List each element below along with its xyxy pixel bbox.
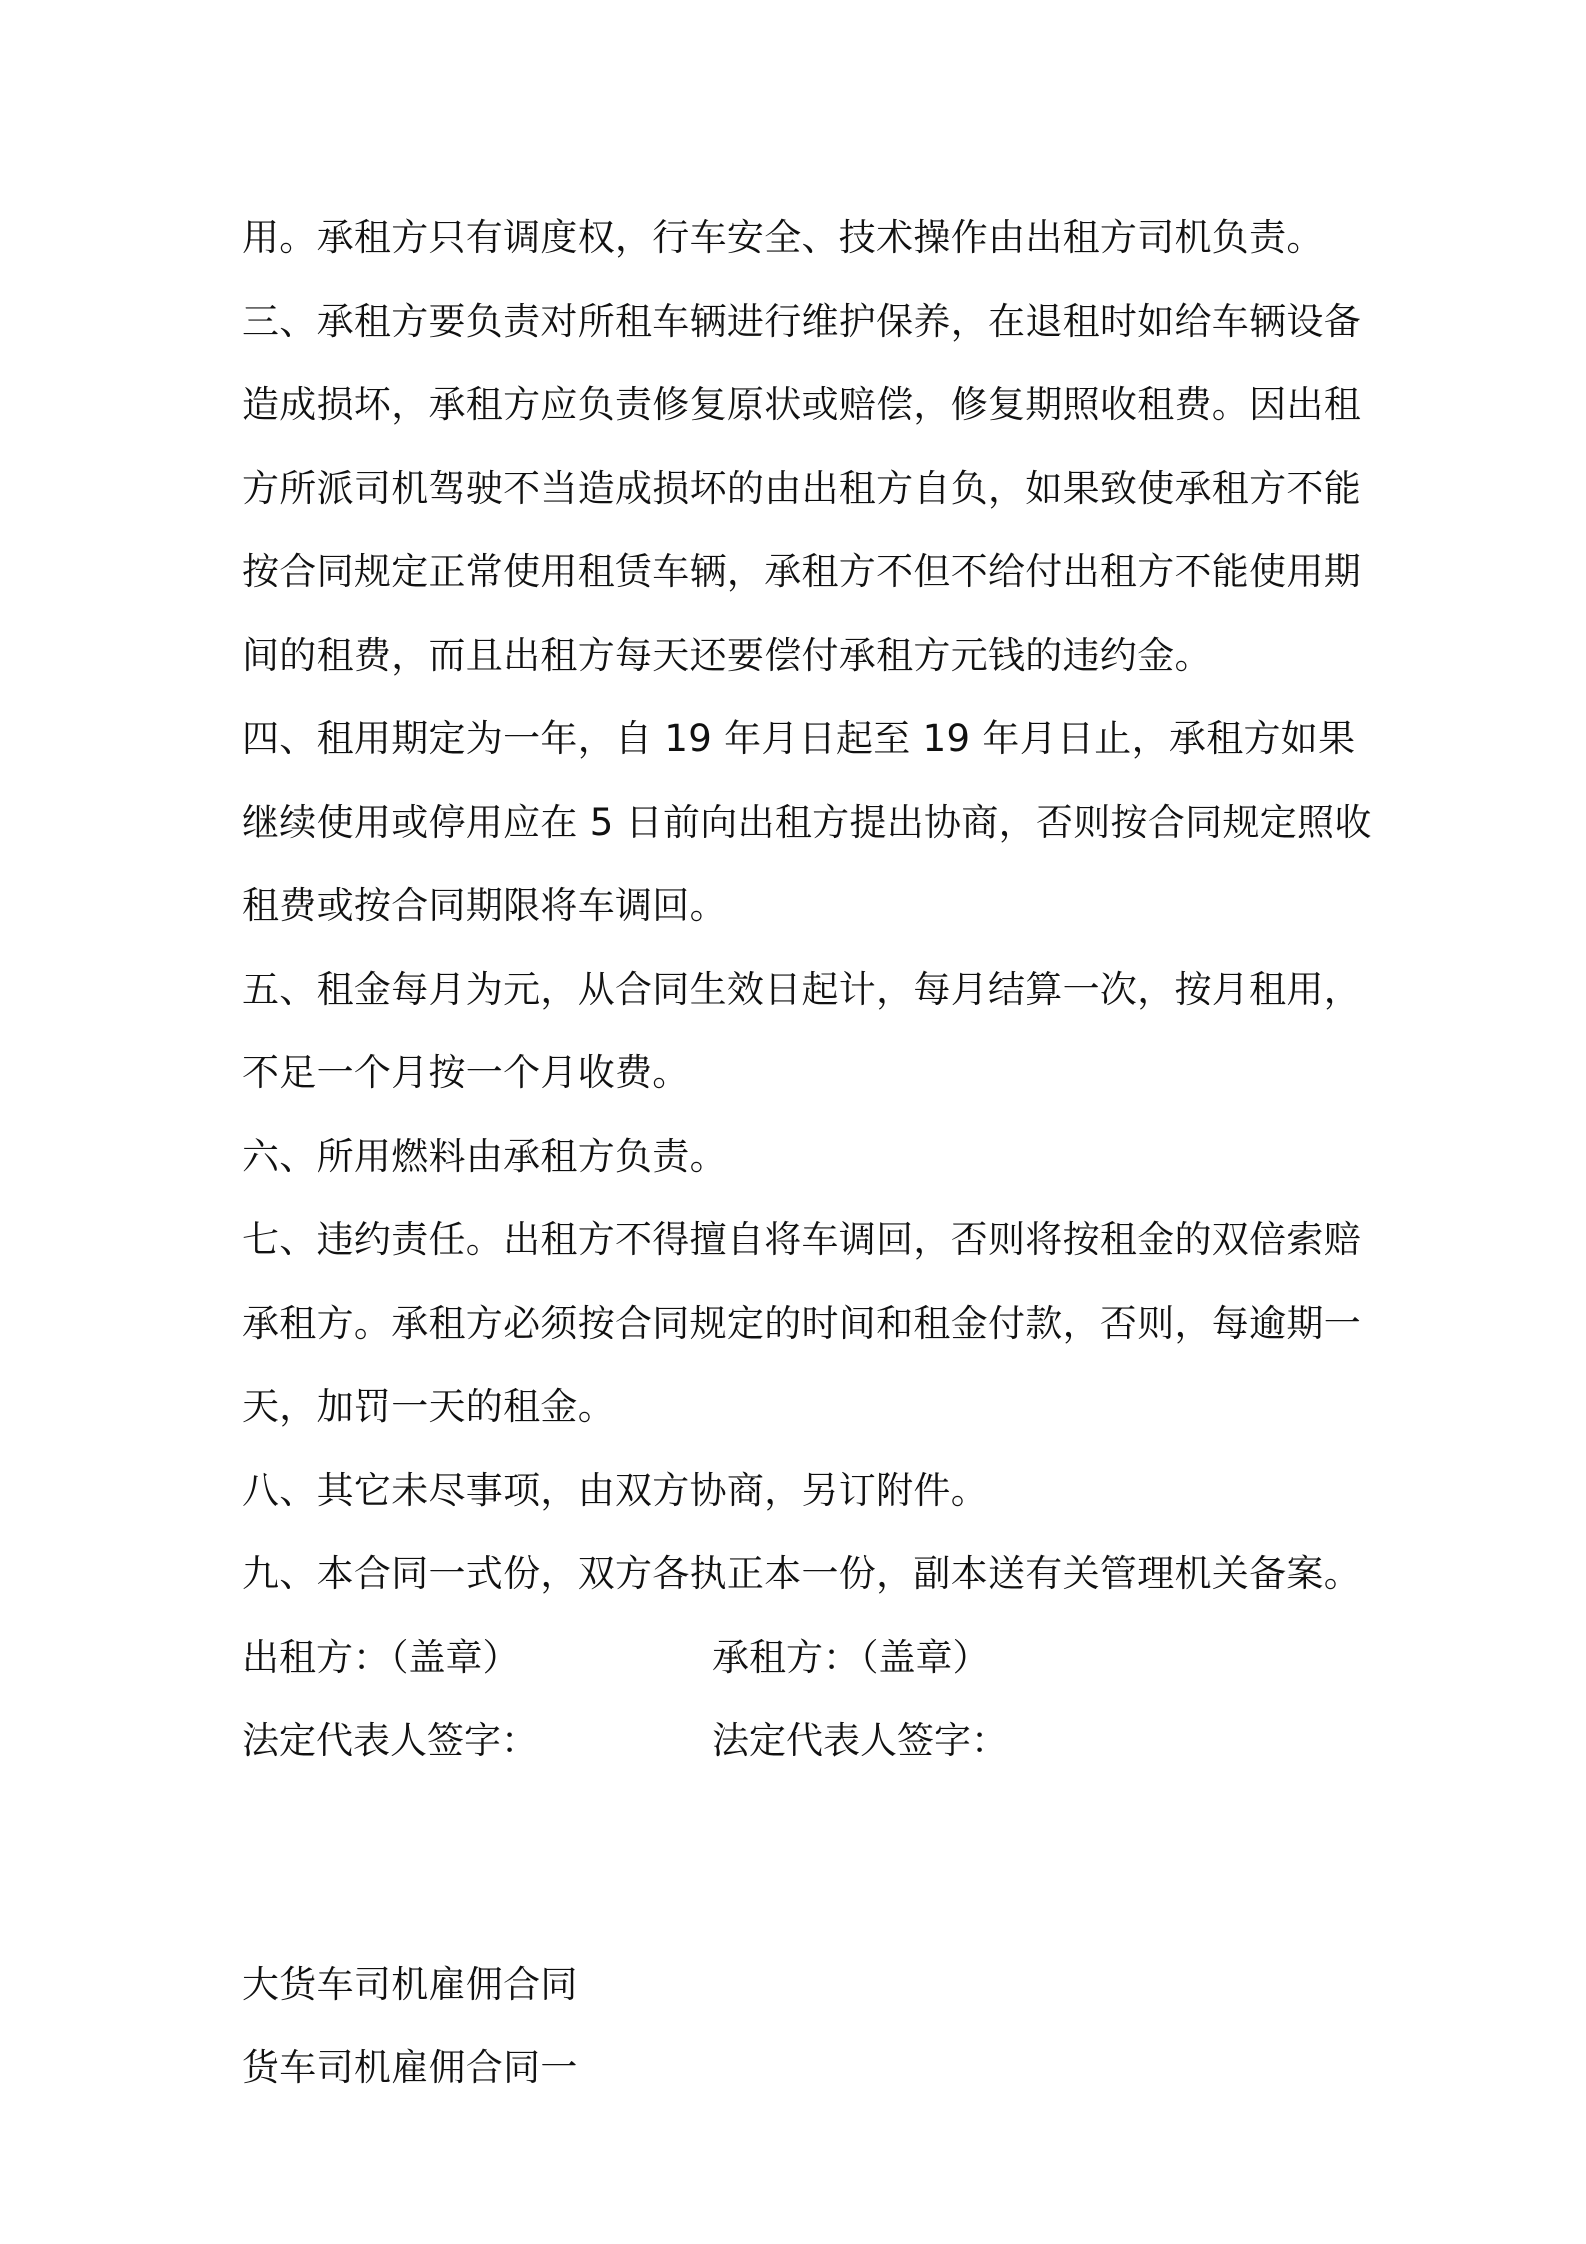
seal-row bbox=[242, 1616, 1362, 1700]
contract-body bbox=[242, 196, 1372, 2110]
contract-line: 六、所用燃料由承租方负责。 bbox=[242, 1134, 727, 1178]
lessee-seal-label: 承租方：（盖章） bbox=[712, 1635, 990, 1679]
contract-line: 按合同规定正常使用租赁车辆，承租方不但不给付出租方不能使用期 bbox=[242, 550, 1361, 593]
contract-line: 八、其它未尽事项，由双方协商，另订附件。 bbox=[242, 1468, 988, 1512]
lessee-rep-label: 法定代表人签字： bbox=[712, 1719, 1008, 1762]
contract-line: 七、违约责任。出租方不得擅自将车调回，否则将按租金的双倍索赔 bbox=[242, 1218, 1361, 1261]
next-contract-subtitle: 货车司机雇佣合同一 bbox=[242, 2046, 578, 2089]
contract-line: 租费或按合同期限将车调回。 bbox=[242, 884, 727, 927]
lessor-seal-label: 出租方：（盖章） bbox=[242, 1635, 520, 1679]
contract-line: 间的租费，而且出租方每天还要偿付承租方元钱的违约金。 bbox=[242, 633, 1212, 677]
representative-row bbox=[242, 1699, 1362, 1783]
contract-line: 造成损坏，承租方应负责修复原状或赔偿，修复期照收租费。因出租 bbox=[242, 383, 1361, 426]
contract-line: 方所派司机驾驶不当造成损坏的由出租方自负，如果致使承租方不能 bbox=[242, 466, 1361, 510]
contract-line: 五、租金每月为元，从合同生效日起计，每月结算一次，按月租用， bbox=[242, 967, 1361, 1011]
contract-line: 承租方。承租方必须按合同规定的时间和租金付款，否则，每逾期一 bbox=[242, 1301, 1361, 1345]
contract-line: 九、本合同一式份，双方各执正本一份，副本送有关管理机关备案。 bbox=[242, 1552, 1361, 1595]
contract-line: 天，加罚一天的租金。 bbox=[242, 1385, 615, 1428]
contract-line: 用。承租方只有调度权，行车安全、技术操作由出租方司机负责。 bbox=[242, 216, 1324, 259]
lessor-rep-label: 法定代表人签字： bbox=[242, 1719, 538, 1762]
contract-line: 三、承租方要负责对所租车辆进行维护保养，在退租时如给车辆设备 bbox=[242, 299, 1361, 343]
section-gap bbox=[242, 1783, 1362, 1943]
contract-line: 四、租用期定为一年，自 19 年月日起至 19 年月日止，承租方如果 bbox=[242, 717, 1356, 760]
contract-line: 继续使用或停用应在 5 日前向出租方提出协商，否则按合同规定照收 bbox=[242, 800, 1372, 844]
contract-line: 不足一个月按一个月收费。 bbox=[242, 1051, 690, 1094]
next-contract-title: 大货车司机雇佣合同 bbox=[242, 1962, 578, 2006]
